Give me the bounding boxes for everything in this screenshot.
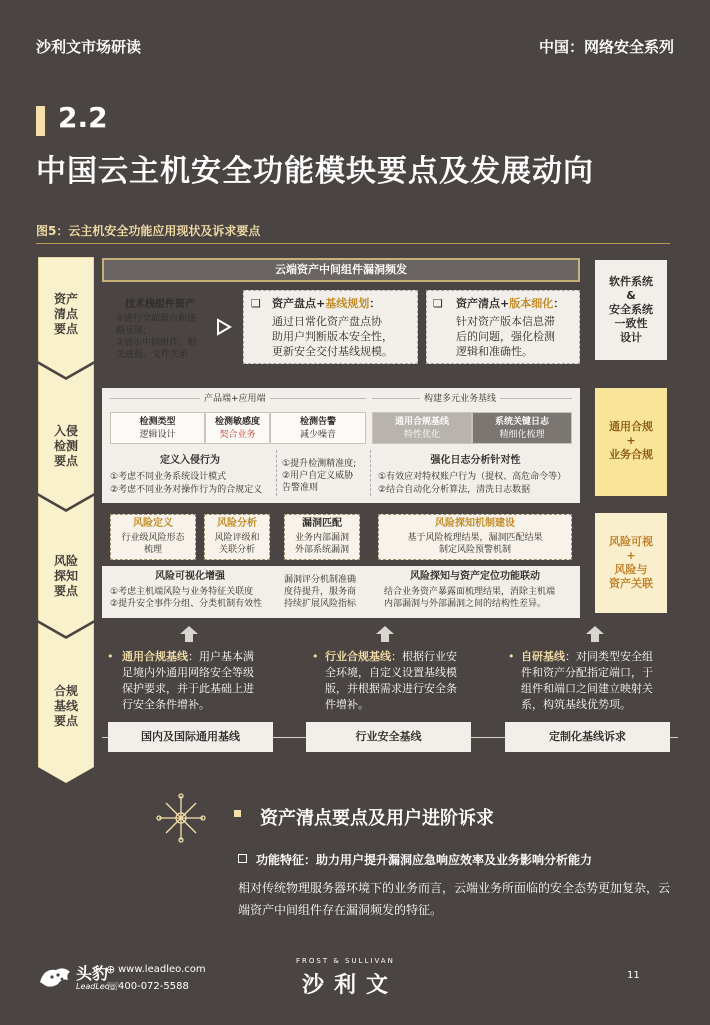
checkbox-icon [238,854,247,863]
col2-line: ②用户自定义威胁 [282,471,354,481]
website-link[interactable]: www.leadleo.com [118,964,206,975]
row2-divider [370,450,371,496]
risk-analysis-line: 关联分析 [218,545,255,555]
section-marker [36,106,45,136]
subheading: 资产清点要点及用户进阶诉求 [260,808,494,829]
col1-line: ①考虑不同业务系统设计模式 [110,472,227,482]
stage-label-compliance: 合规 基线 要点 [53,684,78,728]
leopard-logo-icon [38,962,72,990]
sparkle-icon [155,792,207,844]
industry-baseline-text: 行业合规基线：根据行业安 全环境，自定义设置基线模 版，并根据需求进行安全条 件增补。 [325,650,457,711]
risk-analysis-title: 风险分析 [217,518,257,529]
checkbox-icon: ❑ [251,297,261,310]
risk-visual-line: ①考虑主机端风险与业务特征关联度 [110,587,254,597]
vuln-match-title: 漏洞匹配 [302,518,342,529]
risk-visual-title: 风险可视化增强 [155,571,225,582]
col2-line: 告警准则 [282,483,319,493]
vuln-match-line: 业务内部漏洞 [294,533,349,543]
play-arrow-icon [216,318,232,336]
cell-detect-type: 检测类型 逻辑设计 [110,412,205,444]
phone-icon: ☏ [106,980,120,993]
risk-linkage-title: 风险探知与资产定位功能联动 [410,571,540,582]
brand-name: 头豹 [76,964,109,983]
cell-general-baseline: 通用合规基线 特性优化 [372,412,472,444]
stage-label-risk: 风险 探知 要点 [53,554,78,598]
cell-detect-sensitivity: 检测敏感度 契合业务 [205,412,270,444]
row1-left-line: ①进行全面盘点和链 [116,314,197,324]
figure-divider [36,243,670,244]
bullet-dot: • [107,650,114,663]
risk-linkage-line: 内部漏洞与外部漏洞之间的结构性差异。 [384,599,547,609]
header-series: 中国：网络安全系列 [538,38,674,56]
row2-divider [276,450,277,496]
brand-english: LeadLeo [76,982,110,991]
row1-left-line: ②展示中间组件、相 [116,338,197,348]
page-number: 11 [627,970,640,981]
figure-caption: 图5：云主机安全功能应用现状及诉求要点 [36,224,261,238]
partner-english: FROST & SULLIVAN [296,957,395,965]
box1-title: 资产盘点+基线规划： [272,297,381,310]
risk-mechanism-title: 风险探知机制建设 [435,518,515,529]
row2-right-header: 构建多元业务基线 [420,393,500,405]
col3-title: 强化日志分析针对性 [430,455,521,466]
baseline-industry-label: 行业安全基线 [306,722,471,752]
box1-line: 助用户判断版本安全性， [272,330,393,343]
stage-label-intrusion: 入侵 检测 要点 [53,424,78,468]
col2-line: ①提升检测精准度; [282,459,357,469]
col1-title: 定义入侵行为 [160,455,220,466]
risk-definition-title: 风险定义 [133,518,173,529]
vuln-score-line: 持续扩展风险指标 [284,599,357,609]
box2-line: 针对资产版本信息滞 [456,315,555,328]
globe-icon: ⊕ [106,963,116,976]
row2-left-header: 产品端+应用端 [200,393,270,405]
col3-line: ①有效应对特权账户行为（提权、高危命令等） [378,472,567,482]
baseline-custom-label: 定制化基线诉求 [505,722,670,752]
arrow-up-icon [585,625,605,643]
vuln-score-line: 漏洞评分机制准确 [284,575,357,585]
row1-left-line: 关进程、文件关系 [116,350,189,360]
bullet-dot: • [508,650,515,663]
risk-definition-line: 梳理 [143,545,162,555]
risk-visual-line: ②提升安全事件分组、分类机制有效性 [110,599,263,609]
header-brand: 沙利文市场研读 [36,38,142,56]
row1-left-title: 技术栈组件资产 [125,299,195,310]
partner-chinese: 沙利文 [302,973,399,998]
right-box-compliance-text: 通用合规 + 业务合规 [609,420,653,461]
stage-label-asset: 资产 清点 要点 [53,292,78,336]
phone-number: 400-072-5588 [118,981,189,992]
custom-baseline-text: 自研基线：对同类型安全组 件和资产分配指定端口，于 组件和端口之间建立映射关 系，构筑基线优势项。 [521,650,653,711]
risk-mechanism-line: 制定风险预警机制 [438,545,511,555]
checkbox-icon: ❑ [433,297,443,310]
box2-title: 资产清点+版本细化： [456,297,565,310]
vuln-match-line: 外部系统漏洞 [294,545,349,555]
box2-line: 逻辑和准确性。 [456,345,533,358]
feature-line: 功能特征：助力用户提升漏洞应急响应效率及业务影响分析能力 [256,853,593,867]
right-box-consistency-text: 软件系统 & 安全系统 一致性 设计 [609,275,653,344]
baseline-general-label: 国内及国际通用基线 [108,722,273,752]
subheading-bullet [234,810,241,817]
section-number: 2.2 [58,101,108,134]
box2-line: 后的问题，强化检测 [456,330,555,343]
arrow-up-icon [179,625,199,643]
col3-line: ②结合自动化分析算法，清洗日志数据 [378,485,531,495]
cell-system-logs: 系统关键日志 精细化梳理 [472,412,572,444]
risk-definition-line: 行业级风险形态 [121,533,185,543]
bullet-dot: • [312,650,319,663]
row1-left-line: 路呈现; [116,326,147,336]
body-paragraph: 相对传统物理服务器环境下的业务而言，云端业务所面临的安全态势更加复杂，云端资产中间组件存在漏洞频发的特征。 [238,881,671,917]
risk-analysis-line: 风险评级和 [214,533,260,543]
row1-banner: 云端资产中间组件漏洞频发 [102,258,580,282]
risk-linkage-line: 结合业务资产暴露面梳理结果，消除主机端 [384,587,556,597]
right-box-risk-text: 风险可视 + 风险与 资产关联 [609,535,653,590]
risk-mechanism-line: 基于风险梳理结果，漏洞匹配结果 [407,533,543,543]
vuln-score-line: 度待提升，服务商 [284,587,357,597]
box1-line: 通过日常化资产盘点协 [272,315,382,328]
page-title: 中国云主机安全功能模块要点及发展动向 [36,154,594,189]
arrow-up-icon [375,625,395,643]
col1-line: ②考虑不同业务对操作行为的合规定义 [110,485,263,495]
box1-line: 更新安全交付基线规模。 [272,345,393,358]
general-baseline-text: 通用合规基线：用户基本满 足境内外通用网络安全等级 保护要求，并于此基础上进 行安全条件增补。 [122,650,254,711]
cell-detect-alert: 检测告警 减少噪音 [270,412,366,444]
